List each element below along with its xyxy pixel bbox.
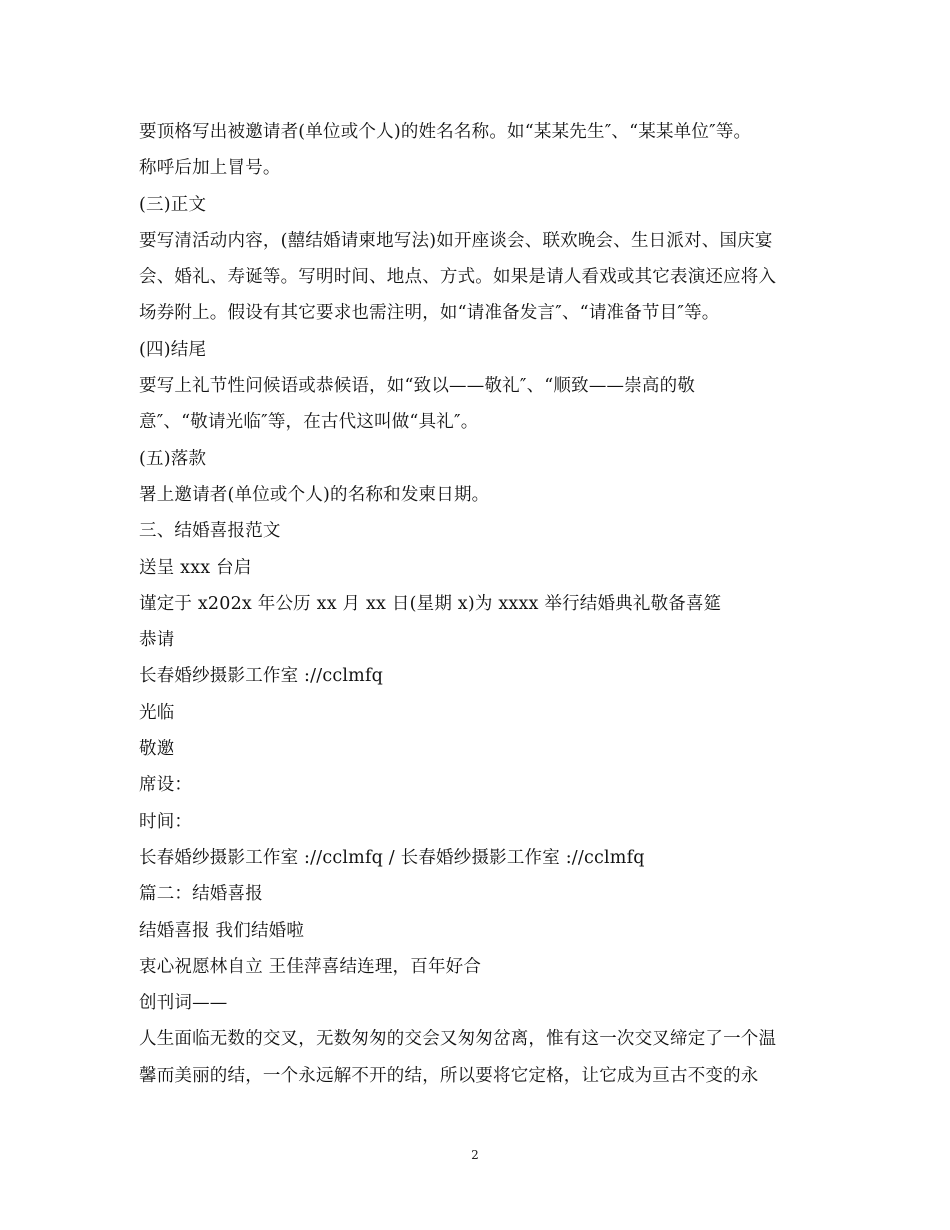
text-line: 恭请	[139, 630, 175, 651]
text-line: 署上邀请者(单位或个人)的名称和发柬日期。	[139, 484, 490, 505]
section-heading: (五)落款	[139, 448, 207, 469]
text-line: 谨定于 x202x 年公历 xx 月 xx 日(星期 x)为 xxxx 举行结婚典礼敬备喜筵	[139, 593, 722, 614]
text-line: 意″、“敬请光临″等，在古代这叫做“具礼″。	[139, 412, 479, 433]
section-heading: 三、结婚喜报范文	[139, 521, 281, 542]
text-line: 衷心祝愿林自立 王佳萍喜结连理，百年好合	[139, 956, 482, 977]
text-line: 会、婚礼、寿诞等。写明时间、地点、方式。如果是请人看戏或其它表演还应将入	[139, 267, 777, 288]
page-number: 2	[471, 1148, 479, 1162]
text-line: 要顶格写出被邀请者(单位或个人)的姓名名称。如“某某先生″、“某某单位″等。	[139, 122, 752, 142]
text-line: 结婚喜报 我们结婚啦	[139, 920, 305, 941]
text-line: 长春婚纱摄影工作室 ://cclmfq	[139, 666, 384, 687]
section-heading: (三)正文	[139, 194, 207, 215]
text-line: 场券附上。假设有其它要求也需注明，如“请准备发言″、“请准备节目″等。	[139, 303, 720, 324]
text-line: 长春婚纱摄影工作室 ://cclmfq / 长春婚纱摄影工作室 ://cclmfq	[139, 847, 645, 868]
body-text	[139, 114, 819, 1094]
section-heading: (四)结尾	[139, 339, 207, 360]
text-line: 要写上礼节性问候语或恭候语，如“致以——敬礼″、“顺致——崇高的敬	[139, 376, 696, 397]
text-line: 敬邀	[139, 739, 175, 760]
text-line: 创刊词——	[139, 993, 228, 1014]
text-line: 席设：	[139, 775, 193, 796]
text-line: 馨而美丽的结，一个永远解不开的结，所以要将它定格，让它成为亘古不变的永	[139, 1065, 759, 1086]
text-line: 要写清活动内容，(囍结婚请柬地写法)如开座谈会、联欢晚会、生日派对、国庆宴	[139, 230, 773, 251]
text-line: 光临	[139, 702, 175, 723]
section-heading: 篇二：结婚喜报	[139, 884, 263, 905]
text-line: 人生面临无数的交叉，无数匆匆的交会又匆匆岔离，惟有这一次交叉缔定了一个温	[139, 1029, 777, 1050]
text-line: 送呈 xxx 台启	[139, 557, 252, 578]
text-line: 时间：	[139, 811, 193, 832]
text-line: 称呼后加上冒号。	[139, 158, 281, 179]
